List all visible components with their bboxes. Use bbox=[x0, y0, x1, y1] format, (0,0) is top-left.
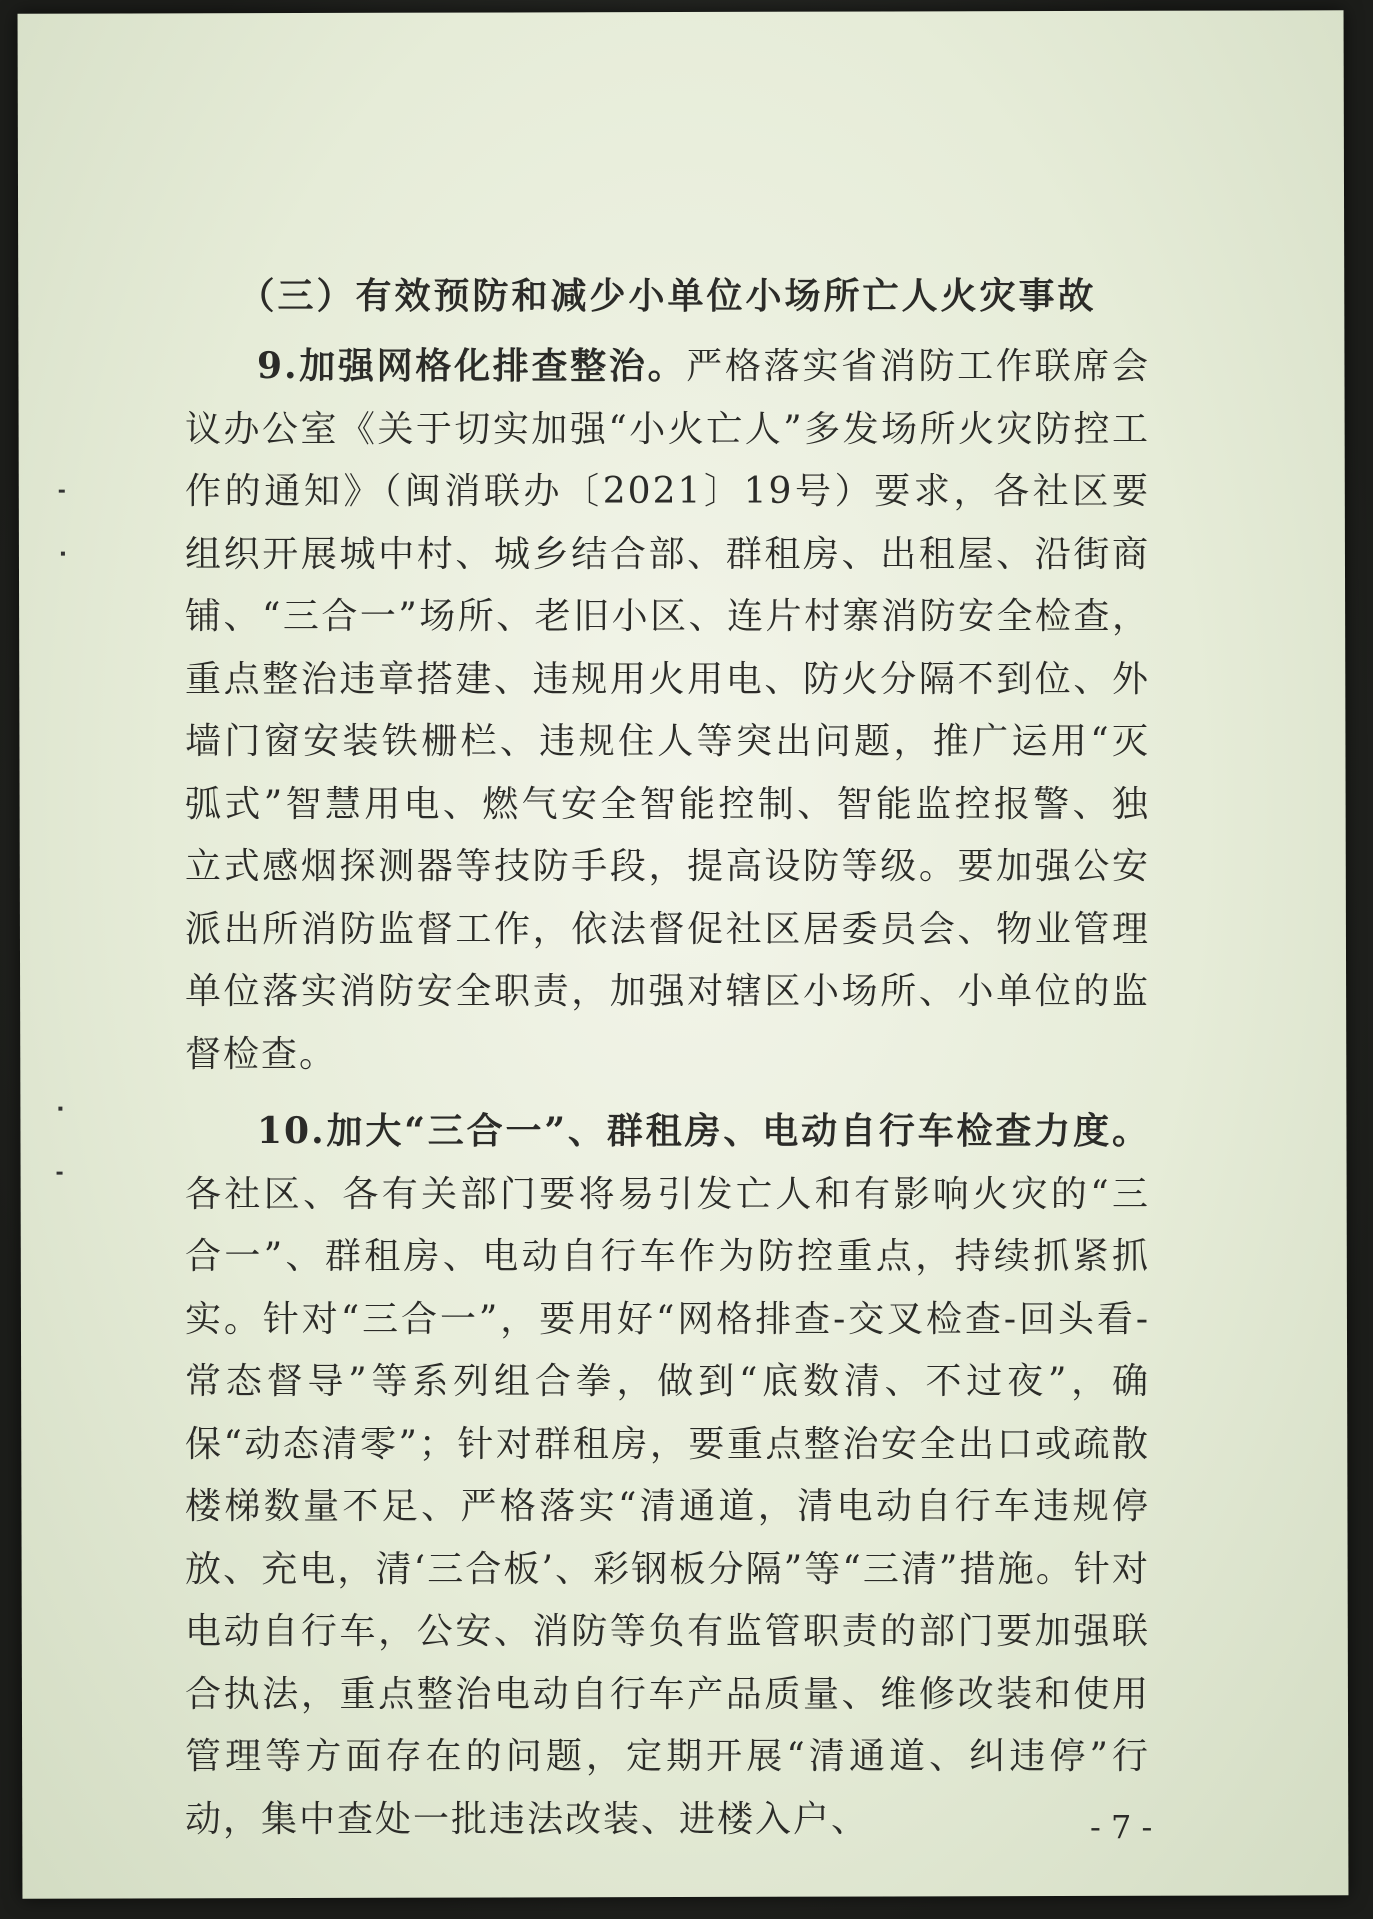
paragraph-10 bbox=[185, 1100, 1153, 1851]
document-body bbox=[185, 265, 1153, 1865]
paragraph-9-lead: 9.加强网格化排查整治。 bbox=[257, 345, 687, 387]
paragraph-9-body: 严格落实省消防工作联席会议办公室《关于切实加强“小火亡人”多发场所火灾防控工作的通知》（闽消联办〔2021〕19号）要求，各社区要组织开展城中村、城乡结合部、群租房、出租屋、沿街商铺、“三合一”场所、老旧小区、连片村寨消防安全检查，重点整治违章搭建、违规用火用电、防火分隔不到位、外墙门窗安装铁栅栏、违规住人等突出问题，推广运用“灭弧式”智慧用电、燃气安全智能控制、智能监控报警、独立式感烟探测器等技防手段，提高设防等级。要加强公安派出所消防监督工作，依法督促社区居委员会、物业管理单位落实消防安全职责，加强对辖区小场所、小单位的监督检查。 bbox=[185, 346, 1150, 1075]
margin-mark bbox=[58, 1107, 62, 1111]
page-number: - 7 - bbox=[1090, 1808, 1153, 1846]
section-heading: （三）有效预防和减少小单位小场所亡人火灾事故 bbox=[238, 275, 1097, 317]
paragraph-10-lead: 10.加大“三合一”、群租房、电动自行车检查力度。 bbox=[257, 1110, 1150, 1152]
margin-mark bbox=[57, 1172, 63, 1175]
margin-mark bbox=[61, 552, 65, 556]
paragraph-9 bbox=[185, 335, 1150, 1086]
paragraph-10-body: 各社区、各有关部门要将易引发亡人和有影响火灾的“三合一”、群租房、电动自行车作为防控重点，持续抓紧抓实。针对“三合一”，要用好“网格排查-交叉检查-回头看-常态督导”等系列组合拳，做到“底数清、不过夜”，确保“动态清零”；针对群租房，要重点整治安全出口或疏散楼梯数量不足、严格落实“清通道，清电动自行车违规停放、充电，清‘三合板’、彩钢板分隔”等“三清”措施。针对电动自行车，公安、消防等负有监管职责的部门要加强联合执法，重点整治电动自行车产品质量、维修改装和使用管理等方面存在的问题，定期开展“清通道、纠违停”行动，集中查处一批违法改装、进楼入户、 bbox=[185, 1173, 1150, 1840]
margin-mark bbox=[59, 490, 65, 493]
